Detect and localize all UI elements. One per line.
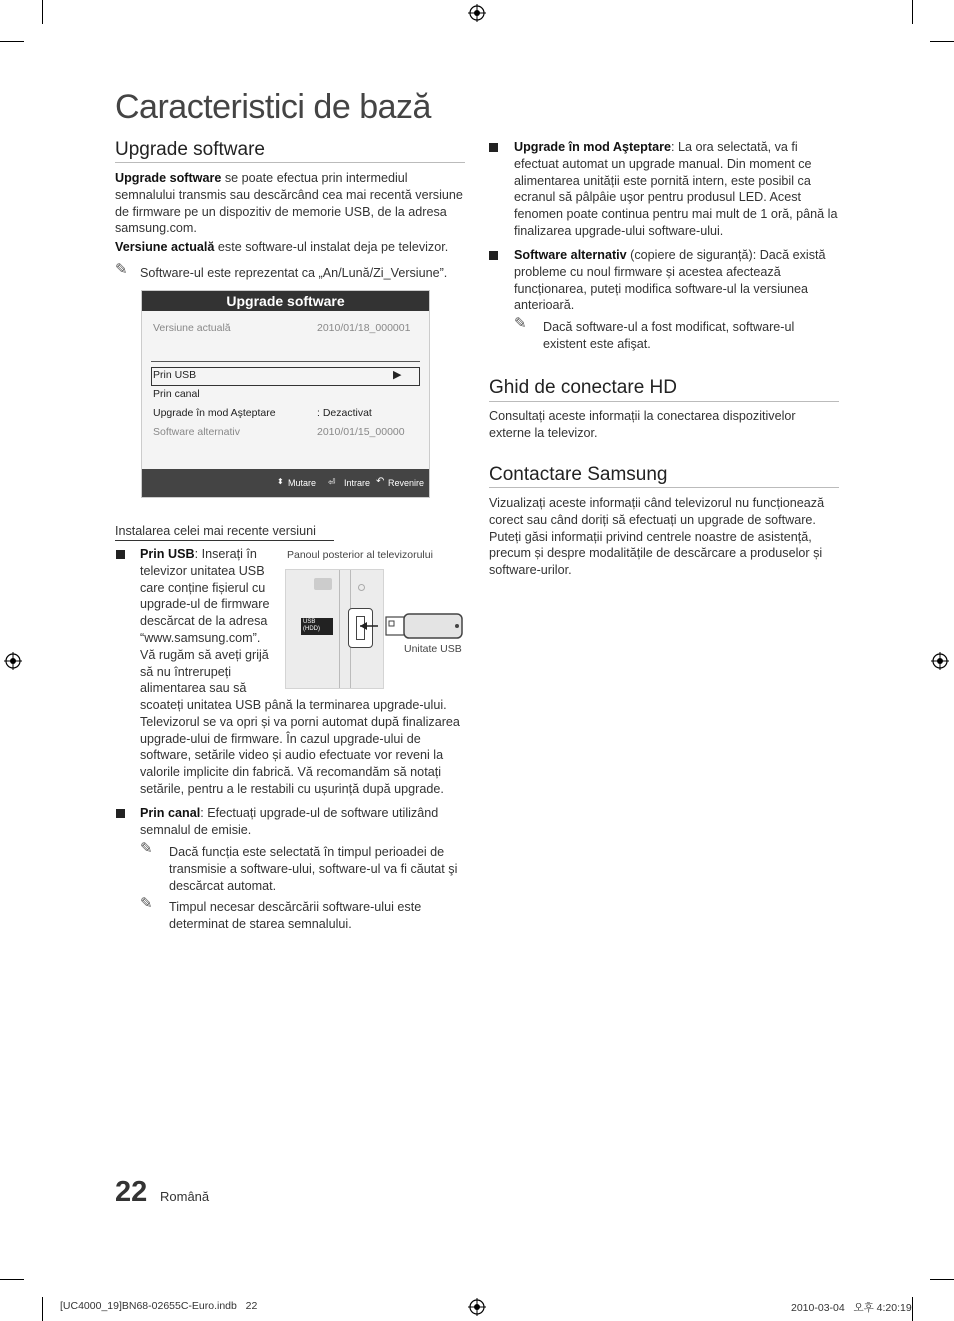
section-heading-hd-guide: Ghid de conectare HD — [489, 377, 677, 398]
registration-mark-icon — [931, 652, 949, 670]
paragraph-contact-samsung: Vizualizați aceste informații când televizorul nu funcționează corect sau când doriți să efectuați un upgrade de software. Puteți găsi informații privind centrele noastre de asistență, precum și despre modalitățile de descărcare a produselor și software-urilor. — [489, 496, 825, 578]
crop-mark — [930, 1279, 954, 1280]
page-number: 22 — [115, 1176, 148, 1208]
osd-divider — [151, 361, 420, 362]
bold-term: Prin canal — [140, 806, 201, 820]
registration-mark-icon — [468, 1298, 486, 1316]
paragraph-text: : Efectuați upgrade-ul de software utilizând semnalul de emisie. — [140, 806, 439, 837]
crop-mark — [42, 1297, 43, 1321]
crop-mark — [930, 41, 954, 42]
osd-item-standby-upgrade[interactable]: Upgrade în mod Aşteptare — [153, 407, 276, 419]
bold-term: Prin USB — [140, 547, 195, 561]
crop-mark — [912, 0, 913, 24]
note-pencil-icon: ✎ — [514, 315, 527, 332]
move-updown-icon: ⬍ — [277, 477, 284, 486]
paragraph-prin-canal — [140, 805, 466, 839]
osd-item-prin-canal[interactable]: Prin canal — [153, 388, 200, 400]
note-pencil-icon: ✎ — [140, 840, 153, 857]
bold-term: Versiune actuală — [115, 240, 215, 254]
registration-mark-icon — [4, 652, 22, 670]
osd-footer-back: Revenire — [388, 478, 425, 488]
osd-footer-enter: Intrare — [344, 478, 371, 488]
play-arrow-icon: ▶ — [393, 369, 402, 381]
panel-groove — [339, 570, 340, 688]
return-icon: ↶ — [376, 476, 385, 487]
enter-icon: ⏎ — [328, 477, 336, 487]
paragraph-text: se poate efectua prin intermediul semnalului transmis sau descărcând cea mai recentă versiune de firmware pe un dispozitiv de memorie USB, de la adresa samsung.com. — [115, 171, 463, 236]
heading-rule — [489, 487, 839, 488]
usb-drive-caption: Unitate USB — [404, 643, 462, 655]
note-software-changed: Dacă software-ul a fost modificat, software-ul existent este afişat. — [543, 320, 795, 351]
print-timestamp: 2010-03-04 오후 4:20:19 — [791, 1302, 912, 1314]
upgrade-software-osd-menu — [141, 290, 430, 498]
osd-current-version-label: Versiune actuală — [153, 322, 231, 334]
paragraph-upgrade-intro — [115, 170, 465, 237]
osd-item-standby-value: : Dezactivat — [317, 407, 372, 419]
headphone-port-icon — [314, 578, 332, 590]
note-pencil-icon: ✎ — [115, 261, 128, 278]
paragraph-text: este software-ul instalat deja pe televizor. — [214, 240, 449, 254]
heading-rule — [115, 162, 465, 163]
usb-port-label — [301, 618, 333, 635]
crop-mark — [42, 0, 43, 24]
paragraph-text: : Inserați în televizor unitatea USB care conține fișierul cu upgrade-ul de firmware descărcat de la adresa “www.samsung.com”. Vă rugăm să aveți grijă să nu întrerupeți alimentarea sau să — [140, 547, 270, 696]
paragraph-standby-upgrade — [514, 139, 840, 240]
bullet-square — [116, 550, 125, 559]
note-pencil-icon: ✎ — [140, 895, 153, 912]
paragraph-current-version — [115, 239, 465, 256]
osd-item-alt-software[interactable]: Software alternativ — [153, 426, 240, 438]
bold-term: Software alternativ — [514, 248, 627, 262]
osd-current-version-value: 2010/01/18_000001 — [317, 322, 411, 334]
print-file-info: [UC4000_19]BN68-02655C-Euro.indb 22 — [60, 1300, 258, 1312]
page-title: Caracteristici de bază — [115, 88, 431, 126]
paragraph-usb-part2: scoateți unitatea USB până la terminarea upgrade-ului. Televizorul se va opri și va porni automat după finalizarea upgrade-ului de firmware. În cazul upgrade-ului de software, setările video și audio efectuate vor reveni la valorile implicite din fabrică. Vă recomandăm să notați setările, pentru a le restabili cu ușurință după upgrade. — [140, 698, 460, 796]
note-download-time: Timpul necesar descărcării software-ului este determinat de starea semnalului. — [169, 900, 422, 931]
usb-port-label-text: USB — [303, 619, 316, 625]
subheading-install-latest: Instalarea celei mai recente versiuni — [115, 524, 316, 538]
section-heading-upgrade-software: Upgrade software — [115, 139, 265, 160]
osd-title: Upgrade software — [142, 291, 429, 311]
bullet-square — [489, 251, 498, 260]
bullet-square — [489, 143, 498, 152]
bold-term: Upgrade în mod Aşteptare — [514, 140, 671, 154]
osd-footer — [142, 469, 429, 497]
bullet-square — [116, 809, 125, 818]
note-auto-download: Dacă funcția este selectată în timpul perioadei de transmisie a software-ului, software-ul va fi căutat şi descărcat automat. — [169, 845, 458, 893]
note-version-format: Software-ul este reprezentat ca „An/Lună/Zi_Versiune”. — [140, 266, 448, 280]
osd-item-label: Prin USB — [153, 369, 197, 381]
crop-mark — [0, 41, 24, 42]
tv-rear-panel-caption: Panoul posterior al televizorului — [287, 549, 433, 561]
bold-term: Upgrade software — [115, 171, 222, 185]
section-heading-contact-samsung: Contactare Samsung — [489, 464, 668, 485]
heading-rule — [489, 401, 839, 402]
usb-port-label-text: (HDD) — [303, 626, 320, 632]
osd-item-alt-software-value: 2010/01/15_00000 — [317, 426, 405, 438]
registration-mark-icon — [468, 4, 486, 22]
paragraph-text: : La ora selectată, va fi efectuat automat un upgrade manual. Din moment ce alimentarea unității este pornită intern, este posibil ca ecranul să pâlpâie uşor pentru produsul LED. Acest fenomen poate continua pentru mai mult de 1 oră, până la finalizarea upgrade-ului software-ului. — [514, 140, 838, 238]
usb-drive-illustration — [360, 612, 466, 642]
crop-mark — [0, 1279, 24, 1280]
page-language: Română — [160, 1189, 210, 1204]
paragraph-text: (copiere de siguranță): Dacă există probleme cu noul firmware și acestea afectează funcționarea, puteți modifica software-ul la versiunea anterioară. — [514, 248, 826, 313]
paragraph-alt-software — [514, 247, 840, 314]
paragraph-usb-part1 — [140, 546, 278, 697]
paragraph-hd-guide: Consultați aceste informații la conectarea dispozitivelor externe la televizor. — [489, 409, 796, 440]
crop-mark — [912, 1297, 913, 1321]
port-screw-icon — [358, 584, 365, 591]
osd-footer-move: Mutare — [288, 478, 317, 488]
subheading-underline — [115, 540, 334, 541]
